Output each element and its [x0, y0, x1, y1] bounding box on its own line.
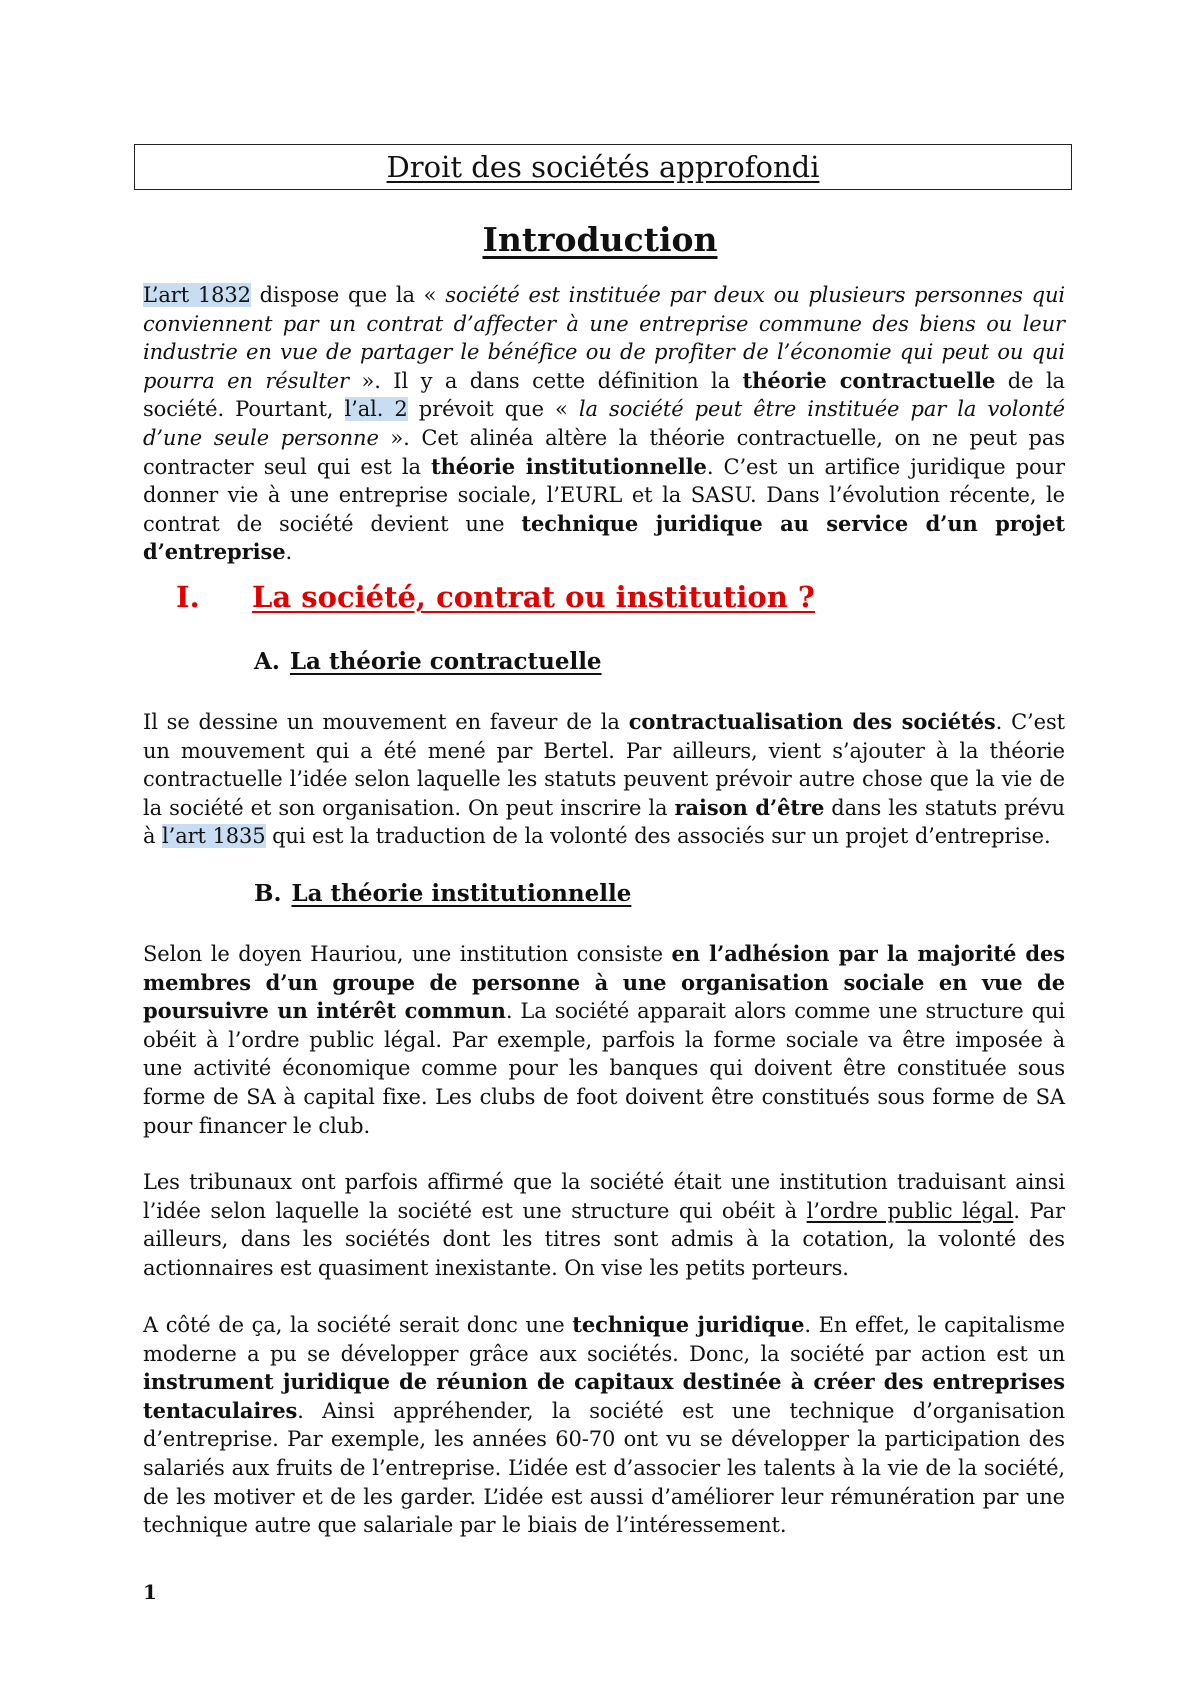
- introduction-heading: Introduction: [482, 220, 718, 259]
- subsection-a-heading: [254, 648, 602, 675]
- subsection-b-heading: [254, 880, 631, 907]
- quote: société est instituée par deux ou plusieurs personnes qui conviennent par un contrat d’affecter à une entreprise commune des biens ou leur industrie en vue de partager le bénéfice ou de profiter de l’économie qui peut ou qui pourra en résulter: [143, 283, 1065, 393]
- subsection-letter: B.: [254, 880, 282, 907]
- paragraph-contractual-theory: Il se dessine un mouvement en faveur de la contractualisation des sociétés. C’est un mouvement qui a été mené par Bertel. Par ailleurs, vient s’ajouter à la théorie contractuelle l’idée selon laquelle les statuts peuvent prévoir autre chose que la vie de la société et son organisation. On peut inscrire la raison d’être dans les statuts prévu à l’art 1835 qui est la traduction de la volonté des associés sur un projet d’entreprise.: [143, 709, 1065, 849]
- subsection-title: La théorie contractuelle: [289, 648, 602, 675]
- introduction-paragraph: L’art 1832 dispose que la « société est instituée par deux ou plusieurs personnes qui conviennent par un contrat d’affecter à une entreprise commune des biens ou leur industrie en vue de partager le bénéfice ou de profiter de l’économie qui peut ou qui pourra en résulter ». Il y a dans cette définition la théorie contractuelle de la société. Pourtant, l’al. 2 prévoit que « la société peut être instituée par la volonté d’une seule personne ». Cet alinéa altère la théorie contractuelle, on ne peut pas contracter seul qui est la théorie institutionnelle. C’est un artifice juridique pour donner vie à une entreprise sociale, l’EURL et la SASU. Dans l’évolution récente, le contrat de société devient une technique juridique au service d’un projet d’entreprise.: [143, 283, 1066, 565]
- article-reference: l’art 1835: [162, 824, 266, 849]
- subsection-letter: A.: [254, 648, 280, 675]
- article-reference: l’al. 2: [344, 397, 408, 422]
- subsection-title: La théorie institutionnelle: [291, 880, 632, 907]
- section-number: I.: [176, 580, 200, 614]
- title-box: [134, 144, 1072, 190]
- page-number: 1: [143, 1580, 157, 1604]
- quote: la société peut être instituée par la volonté d’une seule personne: [143, 397, 1066, 450]
- paragraph-tribunals: Les tribunaux ont parfois affirmé que la société était une institution traduisant ainsi l’idée selon laquelle la société est une structure qui obéit à l’ordre public légal. Par ailleurs, dans les sociétés dont les titres sont admis à la cotation, la volonté des actionnaires est quasiment inexistante. On vise les petits porteurs.: [143, 1170, 1065, 1280]
- document-title: Droit des sociétés approfondi: [386, 150, 820, 184]
- paragraph-legal-technique: A côté de ça, la société serait donc une technique juridique. En effet, le capitalisme moderne a pu se développer grâce aux sociétés. Donc, la société par action est un instrument juridique de réunion de capitaux destinée à créer des entreprises tentaculaires. Ainsi appréhender, la société est une technique d’organisation d’entreprise. Par exemple, les années 60-70 ont vu se développer la participation des salariés aux fruits de l’entreprise. L’idée est d’associer les talents à la vie de la société, de les motiver et de les garder. L’idée est aussi d’améliorer leur rémunération par une technique autre que salariale par le biais de l’intéressement.: [143, 1312, 1065, 1538]
- article-reference: L’art 1832: [143, 283, 251, 307]
- paragraph-institutional-theory: Selon le doyen Hauriou, une institution consiste en l’adhésion par la majorité des membres d’un groupe de personne à une organisation sociale en vue de poursuivre un intérêt commun. La société apparait alors comme une structure qui obéit à l’ordre public légal. Par exemple, parfois la forme sociale va être imposée à une activité économique comme pour les banques qui doivent être constituée sous forme de SA à capital fixe. Les clubs de foot doivent être constitués sous forme de SA pour financer le club.: [143, 941, 1065, 1138]
- section-title: La société, contrat ou institution ?: [252, 580, 815, 614]
